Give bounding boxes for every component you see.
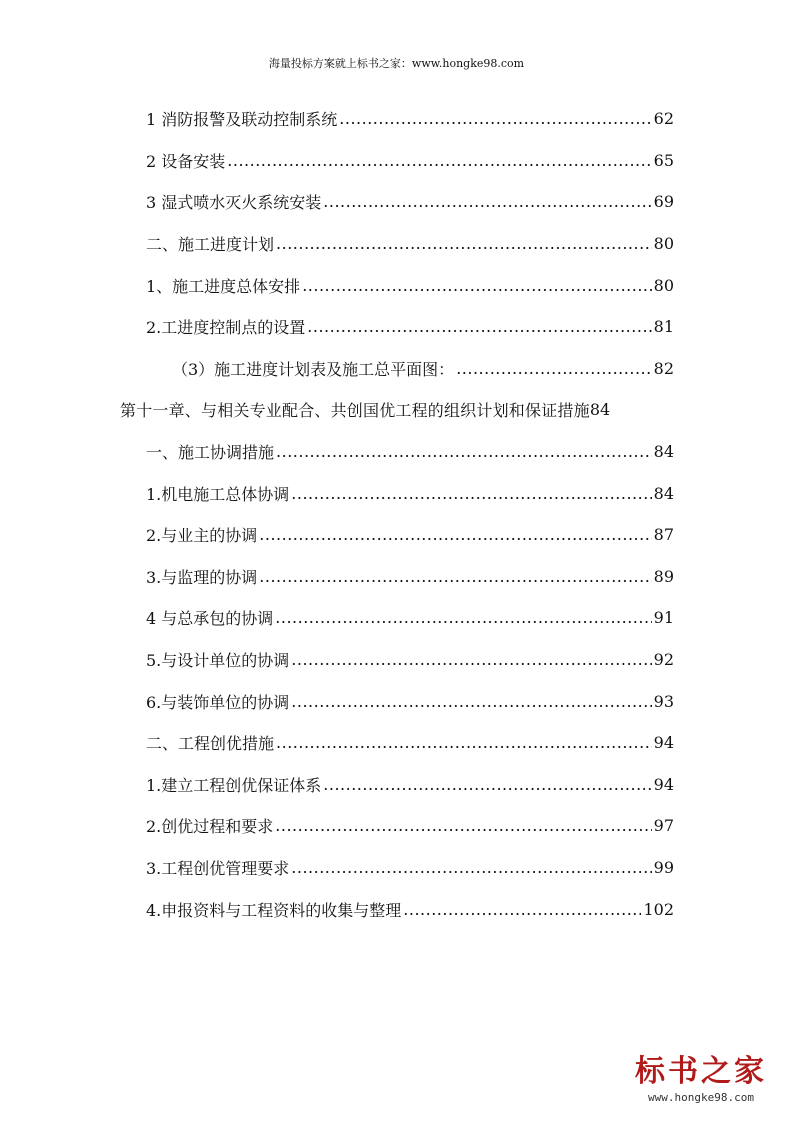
toc-entry-page: 94 [653,733,674,753]
toc-entry[interactable] [120,514,674,556]
toc-leader-dots [339,109,651,128]
logo-url: www.hongke98.com [648,1091,754,1104]
toc-entry-title: 2.创优过程和要求 [146,814,273,837]
toc-entry-title: 5.与设计单位的协调 [146,648,289,671]
toc-leader-dots [291,858,651,877]
toc-entry-page: 81 [653,317,674,337]
toc-entry-page: 92 [653,650,674,670]
toc-entry-title: 2 设备安装 [146,149,225,172]
toc-entry-title: 二、施工进度计划 [146,232,274,255]
toc-entry-title: 1 消防报警及联动控制系统 [146,107,337,130]
toc-entry-title: 4 与总承包的协调 [146,606,273,629]
toc-entry-page: 94 [653,774,674,794]
toc-entry-page: 80 [653,275,674,295]
toc-entry-page: 84 [653,483,674,503]
toc-leader-dots [323,775,651,794]
toc-entry[interactable] [120,431,674,473]
toc-entry-title: （3）施工进度计划表及施工总平面图： [172,357,454,380]
page-header: 海量投标方案就上标书之家：www.hongke98.com [268,57,525,70]
toc-entry[interactable] [120,389,674,431]
toc-entry[interactable] [120,306,674,348]
toc-entry-page: 102 [643,899,674,919]
toc-entry-page: 84 [589,400,611,420]
toc-entry[interactable] [120,472,674,514]
toc-leader-dots [323,192,651,211]
toc-leader-dots [275,608,651,627]
toc-leader-dots [403,900,641,919]
toc-entry[interactable] [120,140,674,182]
toc-entry-title: 二、工程创优措施 [146,731,274,754]
toc-entry[interactable] [120,98,674,140]
toc-entry[interactable] [120,556,674,598]
toc-entry-page: 80 [653,234,674,254]
toc-entry[interactable] [120,680,674,722]
toc-entry[interactable] [120,597,674,639]
toc-leader-dots [259,525,651,544]
toc-entry[interactable] [120,223,674,265]
toc-entry-title: 1、施工进度总体安排 [146,274,300,297]
toc-entry-title: 2.工进度控制点的设置 [146,315,305,338]
toc-leader-dots [291,650,651,669]
toc-leader-dots [291,692,651,711]
toc-entry-title: 4.申报资料与工程资料的收集与整理 [146,898,401,921]
toc-entry-title: 第十一章、与相关专业配合、共创国优工程的组织计划和保证措施 [120,398,590,421]
toc-leader-dots [276,234,652,253]
toc-entry-title: 3 湿式喷水灭火系统安装 [146,190,321,213]
toc-entry-page: 84 [653,442,674,462]
toc-entry-title: 6.与装饰单位的协调 [146,690,289,713]
toc-entry-page: 65 [653,150,674,170]
brand-logo [635,1054,767,1104]
toc-entry-page: 99 [653,857,674,877]
toc-entry[interactable] [120,639,674,681]
toc-entry[interactable] [120,181,674,223]
logo-name: 标书之家 [635,1054,767,1089]
toc-entry-page: 91 [653,608,674,628]
toc-entry[interactable] [120,847,674,889]
toc-entry[interactable] [120,348,674,390]
toc-leader-dots [227,151,651,170]
toc-entry-title: 2.与业主的协调 [146,523,257,546]
toc-entry-title: 1.机电施工总体协调 [146,482,289,505]
toc-entry-page: 62 [653,109,674,129]
toc-leader-dots [276,733,652,752]
toc-entry[interactable] [120,888,674,930]
toc-entry-page: 89 [653,566,674,586]
toc-entry-page: 69 [653,192,674,212]
toc-entry-page: 93 [653,691,674,711]
toc-leader-dots [302,276,651,295]
toc-entry[interactable] [120,764,674,806]
toc-entry-page: 87 [653,525,674,545]
toc-entry-title: 1.建立工程创优保证体系 [146,773,321,796]
toc-entry-title: 3.与监理的协调 [146,565,257,588]
toc-leader-dots [259,567,651,586]
toc-entry[interactable] [120,805,674,847]
toc-entry-title: 3.工程创优管理要求 [146,856,289,879]
toc-entry[interactable] [120,264,674,306]
toc-leader-dots [275,816,651,835]
toc-entry-page: 82 [653,358,674,378]
toc-leader-dots [276,442,652,461]
toc-entry-title: 一、施工协调措施 [146,440,274,463]
toc-entry-page: 97 [653,816,674,836]
toc-leader-dots [291,484,651,503]
toc-leader-dots [307,317,651,336]
toc-leader-dots [456,359,651,378]
toc-entry[interactable] [120,722,674,764]
table-of-contents [120,98,674,930]
